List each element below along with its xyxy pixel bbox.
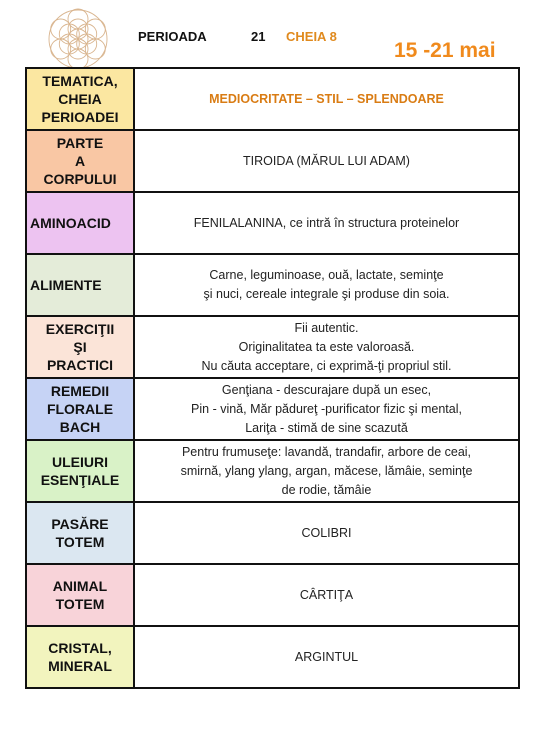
table-row — [26, 626, 519, 688]
table-row — [26, 68, 519, 130]
table-row — [26, 378, 519, 440]
date-range: 15 -21 mai — [394, 39, 496, 62]
table-row — [26, 316, 519, 378]
table-row — [26, 564, 519, 626]
flower-of-life-icon — [47, 8, 109, 70]
row-value-bach-remedies: Genţiana - descurajare după un esec, Pin - vină, Măr pădureţ -purificator fizic şi mental, Lariţa - stimă de sine scazută — [134, 378, 519, 440]
row-label-foods: ALIMENTE — [26, 254, 134, 316]
row-label-theme: TEMATICA, CHEIA PERIOADEI — [26, 68, 134, 130]
table-row — [26, 254, 519, 316]
row-label-crystal: CRISTAL, MINERAL — [26, 626, 134, 688]
row-label-totem-bird: PASĂRE TOTEM — [26, 502, 134, 564]
row-label-exercises: EXERCIŢII ŞI PRACTICI — [26, 316, 134, 378]
row-value-amino-acid: FENILALANINA, ce intră în structura proteinelor — [134, 192, 519, 254]
row-value-body-part: TIROIDA (MĂRUL LUI ADAM) — [134, 130, 519, 192]
row-value-totem-animal: CÂRTIŢA — [134, 564, 519, 626]
row-value-totem-bird: COLIBRI — [134, 502, 519, 564]
row-label-essential-oils: ULEIURI ESENŢIALE — [26, 440, 134, 502]
period-number: 21 — [251, 29, 266, 44]
row-label-body-part: PARTE A CORPULUI — [26, 130, 134, 192]
info-table — [25, 67, 520, 689]
row-label-totem-animal: ANIMAL TOTEM — [26, 564, 134, 626]
key-label: CHEIA 8 — [286, 29, 337, 44]
table-row — [26, 192, 519, 254]
row-label-amino-acid: AMINOACID — [26, 192, 134, 254]
row-value-exercises: Fii autentic. Originalitatea ta este valoroasă. Nu căuta acceptare, ci exprimă-ţi propriul stil. — [134, 316, 519, 378]
row-value-theme: MEDIOCRITATE – STIL – SPLENDOARE — [134, 68, 519, 130]
row-label-bach-remedies: REMEDII FLORALE BACH — [26, 378, 134, 440]
table-row — [26, 130, 519, 192]
table-row — [26, 440, 519, 502]
period-label: PERIOADA — [138, 29, 207, 44]
table-row — [26, 502, 519, 564]
row-value-crystal: ARGINTUL — [134, 626, 519, 688]
row-value-foods: Carne, leguminoase, ouă, lactate, seminţe şi nuci, cereale integrale şi produse din soia. — [134, 254, 519, 316]
row-value-essential-oils: Pentru frumuseţe: lavandă, trandafir, arbore de ceai, smirnă, ylang ylang, argan, măcese, lămâie, seminţe de rodie, tămâie — [134, 440, 519, 502]
